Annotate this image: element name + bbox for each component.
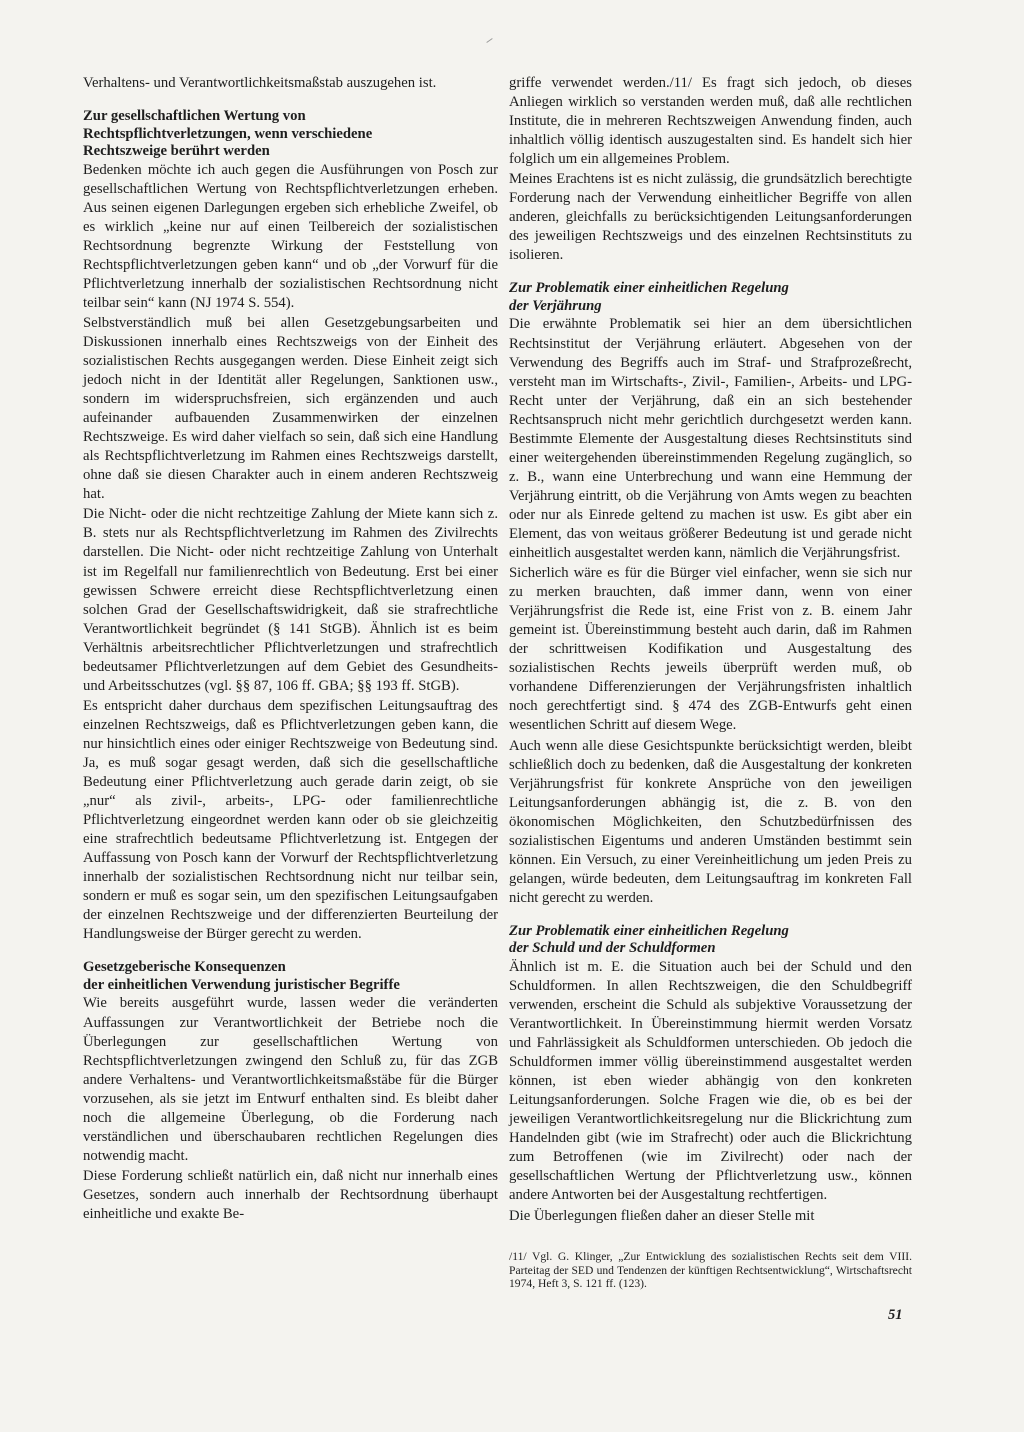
left-column	[83, 74, 498, 1224]
paragraph: griffe verwendet werden./11/ Es fragt sich jedoch, ob dieses Anliegen wirklich so verstanden werden muß, daß alle rechtlichen Institute, die in mehreren Rechtszweigen Anwendung finden, auch inhaltlich völlig identisch auszugestalten sind. Es handelt sich hier folglich um ein allgemeines Problem.	[509, 75, 912, 168]
paragraph: Verhaltens- und Verantwortlichkeitsmaßstab auszugehen ist.	[83, 75, 437, 91]
paragraph: Die Überlegungen fließen daher an dieser Stelle mit	[509, 1207, 815, 1224]
right-column	[509, 74, 912, 1226]
section-heading	[509, 923, 912, 958]
section-heading	[83, 959, 498, 994]
page-number: 51	[888, 1307, 903, 1323]
paragraph: Meines Erachtens ist es nicht zulässig, die grundsätzlich berechtigte Forderung nach der Verwendung einheitlicher Begriffe von allen anderen, gleichfalls zu berücksichtigenden Leitungsanforderungen des jeweiligen Rechtszweigs und des einzelnen Rechtsinstituts zu isolieren.	[509, 171, 912, 264]
section-heading	[509, 280, 912, 315]
paragraph: Selbstverständlich muß bei allen Gesetzgebungsarbeiten und Diskussionen innerhalb eines Rechtszweigs von der Einheit des sozialistischen Rechts ausgegangen werden. Diese Einheit zeigt sich jedoch nicht in der Identität aller Regelungen, Sanktionen usw., sondern im widerspruchsfreien, sich ergänzenden und auch aufeinander aufbauenden Zusammenwirken der einzelnen Rechtszweige. Es wird daher vielfach so sein, daß sich eine Handlung als Rechtspflichtverletzung im Rahmen eines Rechtszweigs darstellt, ohne daß sie diesen Charakter auch in einem anderen Rechtszweig hat.	[83, 314, 498, 503]
heading-line: Rechtszweige berührt werden	[83, 143, 270, 160]
heading-line: Gesetzgeberische Konsequenzen	[83, 959, 286, 976]
paragraph: Ähnlich ist m. E. die Situation auch bei der Schuld und den Schuldformen. In allen Rechtszweigen, die den Schuldbegriff verwenden, erscheint die Schuld als subjektive Voraussetzung der Verantwortlichkeit. In Übereinstimmung hiermit werden Vorsatz und Fahrlässigkeit als Schuldformen unterschieden. Ob jedoch die Schuldformen immer völlig übereinstimmend ausgestaltet werden können, ist eben wieder abhängig von den konkreten Leitungsanforderungen. Solche Fragen wie die, ob es bei der jeweiligen Verantwortlichkeitsregelung nur die Blickrichtung zum Handelnden gibt (wie im Strafrecht) oder auch die Blickrichtung zum Betroffenen (wie im Zivilrecht) oder nach der gesellschaftlichen Wertung der Pflichtverletzung usw., können andere Antworten bei der Ausgestaltung rechtfertigen.	[509, 958, 912, 1204]
paragraph: Wie bereits ausgeführt wurde, lassen weder die veränderten Auffassungen zur Verantwortlichkeit der Betriebe noch die Überlegungen zur gesellschaftlichen Wertung von Rechtspflichtverletzungen zwingend den Schluß zu, für das ZGB andere Verhaltens- und Verantwortlichkeitsmaßstäbe für die Bürger vorzusehen, als sie jetzt im Entwurf enthalten sind. Es bleibt daher noch die allgemeine Überlegung, ob die Forderung nach verständlichen und überschaubaren rechtlichen Regelungen dies notwendig macht.	[83, 995, 498, 1164]
heading-line: Rechtspflichtverletzungen, wenn verschiedene	[83, 125, 373, 142]
scan-speck	[486, 38, 492, 43]
footnote: /11/ Vgl. G. Klinger, „Zur Entwicklung des sozialistischen Rechts seit dem VIII. Parteitag der SED und Tendenzen der künftigen Rechtsentwicklung“, Wirtschaftsrecht 1974, Heft 3, S. 121 ff. (123).	[509, 1250, 912, 1291]
paragraph: Sicherlich wäre es für die Bürger viel einfacher, wenn sie sich nur zu merken brauchten, daß immer dann, wenn von einer Verjährungsfrist die Rede ist, eine Frist von z. B. einem Jahr gemeint ist. Übereinstimmung besteht auch darin, daß im Rahmen der schrittweisen Kodifikation und Ausgestaltung des sozialistischen Rechts jeweils überprüft werden muß, ob vorhandene Differenzierungen der Verjährungsfristen inhaltlich noch gerechtfertigt sind. § 474 des ZGB-Entwurfs geht einen wesentlichen Schritt auf diesem Wege.	[509, 565, 912, 734]
heading-line: Zur gesellschaftlichen Wertung von	[83, 108, 306, 125]
paragraph: Bedenken möchte ich auch gegen die Ausführungen von Posch zur gesellschaftlichen Wertung von Rechtspflichtverletzungen erheben. Aus seinen eigenen Darlegungen ergeben sich erhebliche Zweifel, ob es wirklich „keine nur auf einen Teilbereich der sozialistischen Rechtsordnung begrenzte Wirkung der Feststellung von Rechtspflichtverletzungen geben kann“ und ob „der Vorwurf für die Pflichtverletzung innerhalb der sozialistischen Rechtsordnung nicht teilbar sein“ kann (NJ 1974 S. 554).	[83, 161, 498, 311]
heading-line: der einheitlichen Verwendung juristischer Begriffe	[83, 976, 400, 993]
paragraph: Auch wenn alle diese Gesichtspunkte berücksichtigt werden, bleibt schließlich doch zu bedenken, daß die Ausgestaltung der konkreten Verjährungsfrist für konkrete Ansprüche von den jeweiligen Leitungsanforderungen abhängig ist, die z. B. von den ökonomischen Möglichkeiten, den Schutzbedürfnissen des sozialistischen Eigentums und anderen Umständen bestimmt sein können. Ein Versuch, zu einer Vereinheitlichung um jeden Preis zu gelangen, würde bedeuten, dem Leitungsauftrag im konkreten Fall nicht gerecht zu werden.	[509, 737, 912, 906]
heading-line: Zur Problematik einer einheitlichen Regelung	[509, 280, 789, 297]
paragraph: Die Nicht- oder die nicht rechtzeitige Zahlung der Miete kann sich z. B. stets nur als Rechtspflichtverletzung im Rahmen des Zivilrechts darstellen. Die Nicht- oder nicht rechtzeitige Zahlung von Unterhalt ist im Regelfall nur familienrechtlich von Bedeutung. Erst bei einer gewissen Schwere erreicht diese Rechtspflichtverletzung einen solchen Grad der Gesellschaftswidrigkeit, daß sie strafrechtliche Verantwortlichkeit begründet (§ 141 StGB). Ähnlich ist es beim Verhältnis arbeitsrechtlicher Pflichtverletzungen und strafrechtlich bedeutsamer Pflichtverletzungen auf dem Gebiet des Gesundheits- und Arbeitsschutzes (vgl. §§ 87, 106 ff. GBA; §§ 193 ff. StGB).	[83, 506, 498, 694]
section-heading	[83, 108, 498, 161]
paragraph: Diese Forderung schließt natürlich ein, daß nicht nur innerhalb eines Gesetzes, sondern auch innerhalb der Rechtsordnung überhaupt einheitliche und exakte Be-	[83, 1167, 498, 1222]
heading-line: Zur Problematik einer einheitlichen Regelung	[509, 922, 789, 939]
heading-line: der Schuld und der Schuldformen	[509, 940, 716, 957]
heading-line: der Verjährung	[509, 297, 602, 314]
paragraph: Die erwähnte Problematik sei hier an dem übersichtlichen Rechtsinstitut der Verjährung erläutert. Abgesehen von der Verwendung des Begriffs auch im Straf- und Strafprozeßrecht, versteht man im Wirtschafts-, Zivil-, Familien-, Arbeits- und LPG-Recht unter der Verjährung, daß ein an sich bestehender Rechtsanspruch nicht mehr gerichtlich durchgesetzt werden kann. Bestimmte Elemente der Ausgestaltung dieses Rechtsinstituts sind einer weitergehenden übereinstimmenden Regelung zugänglich, so z. B., wann eine Unterbrechung und wann eine Hemmung der Verjährung eintritt, ob die Verjährung von Amts wegen zu beachten oder nur als Einrede geltend zu machen ist usw. Es gibt aber ein Element, das von weitaus größerer Bedeutung ist und gerade nicht einheitlich ausgestaltet werden kann, nämlich die Verjährungsfrist.	[509, 316, 912, 562]
paragraph: Es entspricht daher durchaus dem spezifischen Leitungsauftrag des einzelnen Rechtszweigs, daß es Pflichtverletzungen geben kann, die nur hinsichtlich eines oder einiger Rechtszweige von Bedeutung sind. Ja, es muß sogar gesagt werden, daß sich die gesellschaftliche Bedeutung einer Pflichtverletzung auch gerade darin zeigt, ob sie „nur“ als zivil-, arbeits-, LPG- oder familienrechtliche Pflichtverletzung eingeordnet werden kann oder ob sie gleichzeitig eine strafrechtlich bedeutsame Pflichtverletzung ist. Entgegen der Auffassung von Posch kann der Vorwurf der Rechtspflichtverletzung innerhalb der sozialistischen Rechtsordnung nicht nur teilbar sein, sondern er muß es sogar sein, um den spezifischen Leitungsaufgaben der einzelnen Rechtszweige und der differenzierten Beurteilung der Handlungsweise der Bürger gerecht zu werden.	[83, 697, 498, 943]
